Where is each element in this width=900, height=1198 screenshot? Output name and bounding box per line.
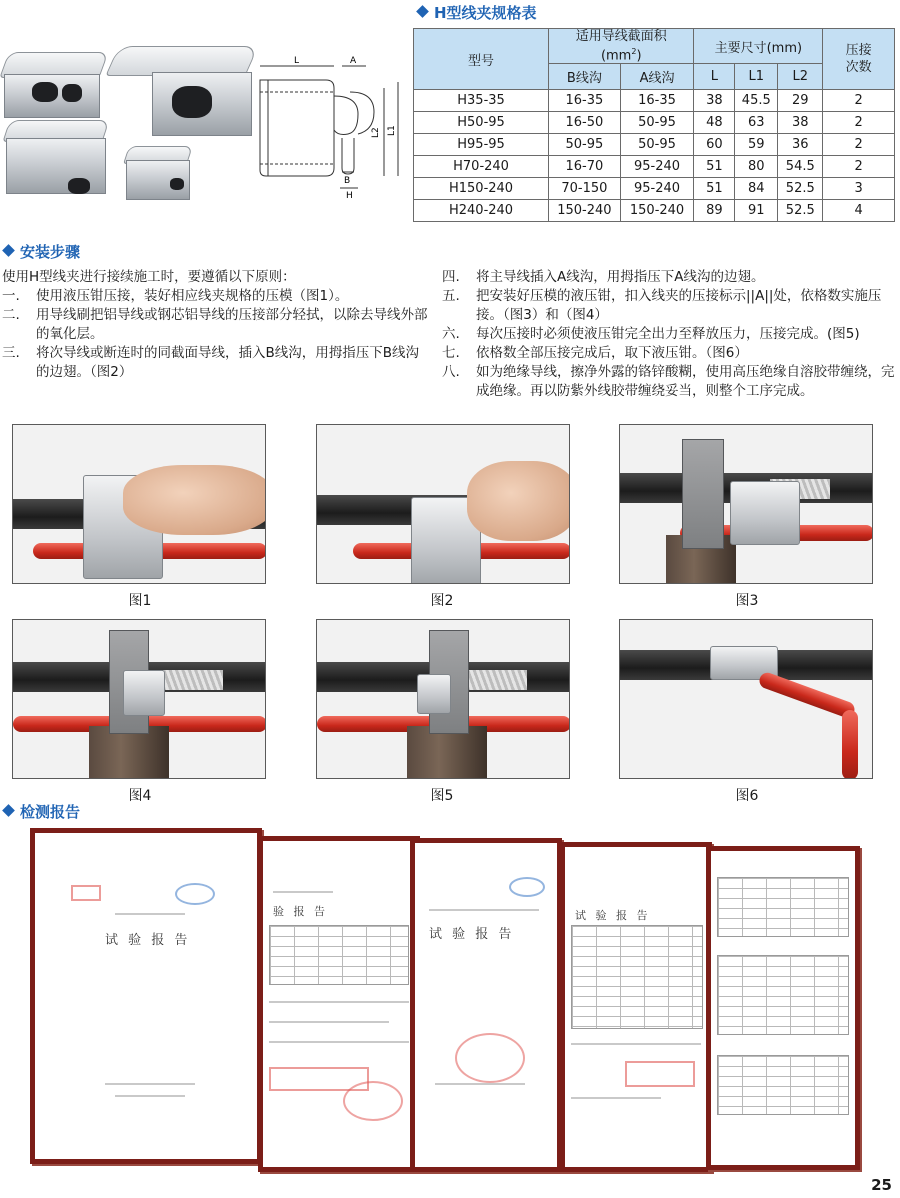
install-step xyxy=(2,287,432,306)
diamond-bullet-icon xyxy=(2,244,15,257)
figure-2-caption: 图2 xyxy=(430,593,454,609)
spec-cell-a: 150-240 xyxy=(620,200,694,222)
report-page-2: 验 报 告 xyxy=(258,836,420,1172)
figure-4-photo xyxy=(12,619,266,779)
dimension-diagram xyxy=(254,52,412,202)
spec-cell-n: 4 xyxy=(823,200,895,222)
spec-cell-model: H150-240 xyxy=(414,178,549,200)
step-text: 将主导线插入A线沟，用拇指压下A线沟的边翅。 xyxy=(476,269,765,285)
step-text: 将次导线或断连时的同截面导线，插入B线沟，用拇指压下B线沟的边翅。（图2） xyxy=(36,345,420,380)
spec-cell-a: 95-240 xyxy=(620,178,694,200)
spec-cell-b: 16-70 xyxy=(549,156,621,178)
spec-cell-model: H240-240 xyxy=(414,200,549,222)
col-a-groove-header: A线沟 xyxy=(620,64,694,90)
spec-cell-b: 16-35 xyxy=(549,90,621,112)
spec-cell-L2: 52.5 xyxy=(778,178,823,200)
figure-5-caption: 图5 xyxy=(430,788,454,804)
install-step xyxy=(442,325,898,344)
install-title-text: 安装步骤 xyxy=(20,243,81,261)
spec-cell-L2: 36 xyxy=(778,134,823,156)
step-text: 用导线刷把铝导线或钢芯铝导线的压接部分轻拭，以除去导线外部的氧化层。 xyxy=(36,307,428,342)
spec-cell-model: H50-95 xyxy=(414,112,549,134)
spec-cell-n: 2 xyxy=(823,112,895,134)
diamond-bullet-icon xyxy=(2,804,15,817)
step-text: 依格数全部压接完成后，取下液压钳。（图6） xyxy=(476,345,748,361)
spec-cell-L: 89 xyxy=(694,200,735,222)
install-step xyxy=(2,306,432,344)
step-text: 如为绝缘导线，擦净外露的铬锌酸糊，使用高压绝缘自溶胶带缠绕，完成绝缘。再以防紫外线胶带缠绕妥当，则整个工序完成。 xyxy=(476,364,895,399)
install-left-column xyxy=(2,268,432,382)
figure-3-photo xyxy=(619,424,873,584)
spec-cell-L1: 91 xyxy=(735,200,778,222)
clamp-photo-4 xyxy=(126,146,196,206)
spec-cell-b: 70-150 xyxy=(549,178,621,200)
spec-cell-model: H70-240 xyxy=(414,156,549,178)
report-cover-3 xyxy=(410,838,562,1172)
spec-cell-L: 51 xyxy=(694,178,735,200)
install-step xyxy=(2,344,432,382)
install-right-column xyxy=(442,268,898,401)
spec-cell-L2: 29 xyxy=(778,90,823,112)
figure-1-caption: 图1 xyxy=(128,593,152,609)
spec-cell-L1: 63 xyxy=(735,112,778,134)
spec-row xyxy=(414,134,895,156)
step-number: 六. xyxy=(442,326,460,342)
spec-cell-L1: 59 xyxy=(735,134,778,156)
diamond-bullet-icon xyxy=(416,5,429,18)
spec-cell-L: 51 xyxy=(694,156,735,178)
step-text: 使用液压钳压接，装好相应线夹规格的压模（图1）。 xyxy=(36,288,349,304)
reports-title xyxy=(4,801,80,822)
install-step xyxy=(442,268,898,287)
spec-row xyxy=(414,156,895,178)
figure-3-caption: 图3 xyxy=(735,593,759,609)
col-L1-header: L1 xyxy=(735,64,778,90)
figure-1-photo xyxy=(12,424,266,584)
dim-label-L1: L1 xyxy=(387,125,397,136)
page-number: 25 xyxy=(871,1176,892,1194)
spec-cell-L: 38 xyxy=(694,90,735,112)
step-number: 五. xyxy=(442,288,460,304)
spec-cell-L1: 45.5 xyxy=(735,90,778,112)
spec-cell-L2: 54.5 xyxy=(778,156,823,178)
col-b-groove-header: B线沟 xyxy=(549,64,621,90)
step-text: 每次压接时必须使液压钳完全出力至释放压力，压接完成。(图5) xyxy=(476,326,860,342)
spec-row xyxy=(414,112,895,134)
install-step xyxy=(442,344,898,363)
step-number: 一. xyxy=(2,288,20,304)
spec-cell-L1: 84 xyxy=(735,178,778,200)
col-model-header: 型号 xyxy=(414,29,549,90)
figure-5-photo xyxy=(316,619,570,779)
spec-row xyxy=(414,200,895,222)
spec-cell-L: 48 xyxy=(694,112,735,134)
spec-table xyxy=(413,28,895,222)
dim-label-A: A xyxy=(350,56,357,66)
spec-cell-L1: 80 xyxy=(735,156,778,178)
spec-cell-b: 150-240 xyxy=(549,200,621,222)
figure-6-caption: 图6 xyxy=(735,788,759,804)
spec-cell-a: 16-35 xyxy=(620,90,694,112)
spec-cell-a: 50-95 xyxy=(620,112,694,134)
figure-6-photo xyxy=(619,619,873,779)
report-page-5 xyxy=(706,846,860,1170)
install-step xyxy=(442,363,898,401)
step-number: 三. xyxy=(2,345,20,361)
spec-cell-b: 16-50 xyxy=(549,112,621,134)
spec-title-text: H型线夹规格表 xyxy=(434,4,537,22)
spec-cell-model: H35-35 xyxy=(414,90,549,112)
spec-cell-model: H95-95 xyxy=(414,134,549,156)
dim-label-L2: L2 xyxy=(371,127,381,138)
col-cross-section-header: 适用导线截面积 $(mm^2)$ xyxy=(549,29,694,64)
dim-label-B: B xyxy=(344,176,351,186)
col-L2-header: L2 xyxy=(778,64,823,90)
spec-row xyxy=(414,178,895,200)
col-press-count-header: 压接 次数 xyxy=(823,29,895,90)
report-cover-1 xyxy=(30,828,262,1164)
dim-label-H: H xyxy=(346,191,353,201)
col-L-header: L xyxy=(694,64,735,90)
spec-cell-a: 50-95 xyxy=(620,134,694,156)
clamp-photo-2 xyxy=(112,46,252,142)
install-title xyxy=(4,241,80,262)
spec-cell-L2: 52.5 xyxy=(778,200,823,222)
step-number: 七. xyxy=(442,345,460,361)
install-intro: 使用H型线夹进行接续施工时，要遵循以下原则： xyxy=(2,269,296,285)
spec-table-title xyxy=(418,2,537,23)
spec-row xyxy=(414,90,895,112)
spec-cell-L: 60 xyxy=(694,134,735,156)
install-step xyxy=(442,287,898,325)
report-page-4: 试 验 报 告 xyxy=(560,842,712,1172)
dim-label-L: L xyxy=(294,56,300,66)
spec-cell-b: 50-95 xyxy=(549,134,621,156)
col-dims-header: 主要尺寸(mm) xyxy=(694,29,823,64)
figure-2-photo xyxy=(316,424,570,584)
clamp-photo-3 xyxy=(6,120,114,202)
spec-cell-n: 2 xyxy=(823,134,895,156)
step-number: 二. xyxy=(2,307,20,323)
report-title-3: 试 验 报 告 xyxy=(429,927,515,942)
spec-cell-L2: 38 xyxy=(778,112,823,134)
clamp-photo-1 xyxy=(4,52,108,122)
spec-cell-n: 2 xyxy=(823,156,895,178)
reports-title-text: 检测报告 xyxy=(20,803,81,821)
step-text: 把安装好压模的液压钳，扣入线夹的压接标示||A||处，依格数实施压接。（图3）和（图4） xyxy=(476,288,882,323)
step-number: 四. xyxy=(442,269,460,285)
spec-cell-a: 95-240 xyxy=(620,156,694,178)
figure-4-caption: 图4 xyxy=(128,788,152,804)
step-number: 八. xyxy=(442,364,460,380)
spec-cell-n: 3 xyxy=(823,178,895,200)
spec-cell-n: 2 xyxy=(823,90,895,112)
report-title-1: 试 验 报 告 xyxy=(105,933,191,948)
